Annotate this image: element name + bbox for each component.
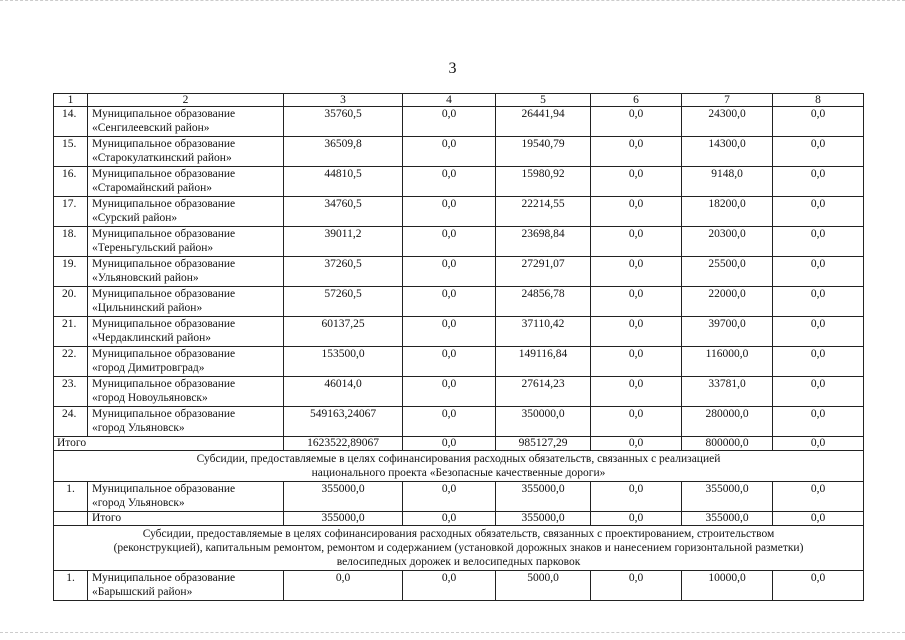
cell-value: 37110,42: [496, 317, 591, 347]
section-heading-line: велосипедных дорожек и велосипедных парковок: [336, 556, 581, 568]
cell-value: 0,0: [403, 317, 496, 347]
cell-value: 0,0: [591, 317, 682, 347]
total-label: Итого: [88, 512, 284, 526]
cell-value: 44810,5: [284, 167, 403, 197]
cell-value: 0,0: [773, 377, 864, 407]
row-index: 21.: [54, 317, 88, 347]
name-line: Муниципальное образование: [92, 138, 236, 150]
cell-value: 355000,0: [496, 512, 591, 526]
cell-value: 9148,0: [682, 167, 773, 197]
section-heading-row: [54, 526, 864, 571]
name-line: «Тереньгульский район»: [92, 242, 214, 254]
cell-value: 57260,5: [284, 287, 403, 317]
cell-value: 22000,0: [682, 287, 773, 317]
header-cell: 1: [54, 94, 88, 107]
section-heading: [54, 451, 864, 482]
row-index: 17.: [54, 197, 88, 227]
section-heading-line: Субсидии, предоставляемые в целях софинансирования расходных обязательств, связанных с реализацией: [196, 453, 721, 465]
cell-value: 0,0: [591, 107, 682, 137]
name-line: «город Новоульяновск»: [92, 392, 208, 404]
row-index: 22.: [54, 347, 88, 377]
row-index: 16.: [54, 167, 88, 197]
cell-value: 22214,55: [496, 197, 591, 227]
name-line: Муниципальное образование: [92, 108, 236, 120]
table-row: [54, 377, 864, 407]
cell-value: 0,0: [403, 257, 496, 287]
name-line: «Барышский район»: [92, 586, 193, 598]
municipality-name: [88, 257, 284, 287]
municipality-name: [88, 107, 284, 137]
cell-value: 0,0: [591, 197, 682, 227]
cell-value: 0,0: [591, 257, 682, 287]
row-index: 1.: [54, 571, 88, 601]
cell-value: 350000,0: [496, 407, 591, 437]
cell-value: 27291,07: [496, 257, 591, 287]
cell-value: 0,0: [403, 137, 496, 167]
cell-value: 0,0: [591, 137, 682, 167]
cell-value: 0,0: [773, 227, 864, 257]
cell-value: 14300,0: [682, 137, 773, 167]
cell-value: 280000,0: [682, 407, 773, 437]
table-row: [54, 257, 864, 287]
row-index: 24.: [54, 407, 88, 437]
cell-value: 0,0: [773, 317, 864, 347]
row-index: 23.: [54, 377, 88, 407]
name-line: «Старомайнский район»: [92, 182, 212, 194]
header-cell: 4: [403, 94, 496, 107]
table-row: [54, 197, 864, 227]
cell-value: 0,0: [403, 197, 496, 227]
table-row: [54, 317, 864, 347]
cell-value: 39011,2: [284, 227, 403, 257]
cell-value: 0,0: [284, 571, 403, 601]
section-heading-line: национального проекта «Безопасные качественные дороги»: [311, 467, 606, 479]
name-line: Муниципальное образование: [92, 348, 236, 360]
table-row: [54, 107, 864, 137]
cell-value: 27614,23: [496, 377, 591, 407]
cell-value: 0,0: [773, 512, 864, 526]
cell-value: 0,0: [591, 167, 682, 197]
cell-value: 0,0: [403, 227, 496, 257]
cell-value: 0,0: [403, 482, 496, 512]
cell-value: 18200,0: [682, 197, 773, 227]
municipality-name: [88, 317, 284, 347]
table-row: [54, 137, 864, 167]
name-line: Муниципальное образование: [92, 378, 236, 390]
cell-value: 0,0: [403, 512, 496, 526]
cell-value: 985127,29: [496, 437, 591, 451]
cell-value: 26441,94: [496, 107, 591, 137]
header-cell: 7: [682, 94, 773, 107]
cell-value: 0,0: [591, 407, 682, 437]
name-line: «Старокулаткинский район»: [92, 152, 232, 164]
cell-value: 355000,0: [682, 512, 773, 526]
name-line: Муниципальное образование: [92, 318, 236, 330]
cell-value: 149116,84: [496, 347, 591, 377]
cell-value: 0,0: [403, 571, 496, 601]
row-index: 1.: [54, 482, 88, 512]
cell-value: 0,0: [591, 377, 682, 407]
section-heading: [54, 526, 864, 571]
cell-value: 549163,24067: [284, 407, 403, 437]
cell-value: 46014,0: [284, 377, 403, 407]
scan-edge-bottom: [0, 632, 905, 636]
municipality-name: [88, 137, 284, 167]
section-heading-line: Субсидии, предоставляемые в целях софинансирования расходных обязательств, связанных с проектированием, строительством: [142, 528, 775, 540]
name-line: «город Димитровград»: [92, 362, 205, 374]
table-row: [54, 482, 864, 512]
cell-value: 33781,0: [682, 377, 773, 407]
name-line: Муниципальное образование: [92, 168, 236, 180]
cell-value: 23698,84: [496, 227, 591, 257]
table-header-row: [54, 94, 864, 107]
cell-value: 20300,0: [682, 227, 773, 257]
municipality-name: [88, 377, 284, 407]
header-cell: 2: [88, 94, 284, 107]
cell-value: 39700,0: [682, 317, 773, 347]
total-label: Итого: [54, 437, 284, 451]
municipality-name: [88, 571, 284, 601]
cell-value: 0,0: [403, 287, 496, 317]
table-row: [54, 227, 864, 257]
cell-value: 24856,78: [496, 287, 591, 317]
cell-value: 116000,0: [682, 347, 773, 377]
cell-value: 0,0: [403, 107, 496, 137]
cell-value: 19540,79: [496, 137, 591, 167]
municipality-name: [88, 167, 284, 197]
cell-value: 0,0: [773, 197, 864, 227]
cell-value: 800000,0: [682, 437, 773, 451]
row-index: 20.: [54, 287, 88, 317]
cell-value: 36509,8: [284, 137, 403, 167]
cell-value: 5000,0: [496, 571, 591, 601]
cell-value: 0,0: [591, 227, 682, 257]
row-index: 19.: [54, 257, 88, 287]
table-row: [54, 167, 864, 197]
cell-value: 0,0: [773, 257, 864, 287]
name-line: «Чердаклинский район»: [92, 332, 212, 344]
name-line: Муниципальное образование: [92, 198, 236, 210]
name-line: Муниципальное образование: [92, 572, 236, 584]
cell-value: 0,0: [403, 437, 496, 451]
cell-value: 0,0: [773, 347, 864, 377]
cell-value: 0,0: [591, 512, 682, 526]
cell-value: 0,0: [591, 482, 682, 512]
municipality-name: [88, 407, 284, 437]
cell-value: 0,0: [591, 347, 682, 377]
cell-value: 24300,0: [682, 107, 773, 137]
cell-value: 0,0: [403, 347, 496, 377]
cell-value: 10000,0: [682, 571, 773, 601]
cell-value: 34760,5: [284, 197, 403, 227]
cell-value: 60137,25: [284, 317, 403, 347]
municipality-name: [88, 227, 284, 257]
name-line: Муниципальное образование: [92, 258, 236, 270]
cell-value: 0,0: [773, 287, 864, 317]
name-line: «Цильнинский район»: [92, 302, 203, 314]
cell-value: 355000,0: [284, 482, 403, 512]
header-cell: 8: [773, 94, 864, 107]
name-line: «город Ульяновск»: [92, 422, 185, 434]
cell-value: 0,0: [591, 287, 682, 317]
page-number: 3: [448, 60, 457, 77]
total-row: [54, 437, 864, 451]
cell-value: 0,0: [403, 407, 496, 437]
row-index: 14.: [54, 107, 88, 137]
cell-value: 0,0: [403, 377, 496, 407]
name-line: Муниципальное образование: [92, 288, 236, 300]
name-line: «Сенгилеевский район»: [92, 122, 210, 134]
cell-value: 0,0: [773, 571, 864, 601]
cell-value: 0,0: [403, 167, 496, 197]
cell-value: 0,0: [773, 482, 864, 512]
table-row: [54, 287, 864, 317]
cell-value: 1623522,89067: [284, 437, 403, 451]
cell-value: 0,0: [591, 437, 682, 451]
cell-value: 355000,0: [284, 512, 403, 526]
name-line: Муниципальное образование: [92, 408, 236, 420]
name-line: «Ульяновский район»: [92, 272, 199, 284]
header-cell: 5: [496, 94, 591, 107]
table-row: [54, 571, 864, 601]
cell-value: 37260,5: [284, 257, 403, 287]
header-cell: 6: [591, 94, 682, 107]
name-line: «Сурский район»: [92, 212, 178, 224]
cell-value: 0,0: [773, 137, 864, 167]
empty-cell: [54, 512, 88, 526]
name-line: Муниципальное образование: [92, 228, 236, 240]
cell-value: 0,0: [773, 107, 864, 137]
table-row: [54, 347, 864, 377]
municipality-name: [88, 287, 284, 317]
section-heading-row: [54, 451, 864, 482]
municipality-name: [88, 347, 284, 377]
row-index: 15.: [54, 137, 88, 167]
scan-edge-top: [0, 0, 905, 4]
cell-value: 0,0: [591, 571, 682, 601]
table-row: [54, 407, 864, 437]
cell-value: 0,0: [773, 167, 864, 197]
municipality-name: [88, 197, 284, 227]
cell-value: 355000,0: [496, 482, 591, 512]
header-cell: 3: [284, 94, 403, 107]
name-line: «город Ульяновск»: [92, 497, 185, 509]
cell-value: 0,0: [773, 437, 864, 451]
cell-value: 15980,92: [496, 167, 591, 197]
section-heading-line: (реконструкцией), капитальным ремонтом, ремонтом и содержанием (установкой дорожных знаков и нанесением горизонтальной разметки): [113, 542, 804, 554]
subsidy-table: [53, 93, 864, 601]
cell-value: 25500,0: [682, 257, 773, 287]
total-row: [54, 512, 864, 526]
row-index: 18.: [54, 227, 88, 257]
name-line: Муниципальное образование: [92, 483, 236, 495]
cell-value: 355000,0: [682, 482, 773, 512]
municipality-name: [88, 482, 284, 512]
cell-value: 35760,5: [284, 107, 403, 137]
cell-value: 0,0: [773, 407, 864, 437]
cell-value: 153500,0: [284, 347, 403, 377]
